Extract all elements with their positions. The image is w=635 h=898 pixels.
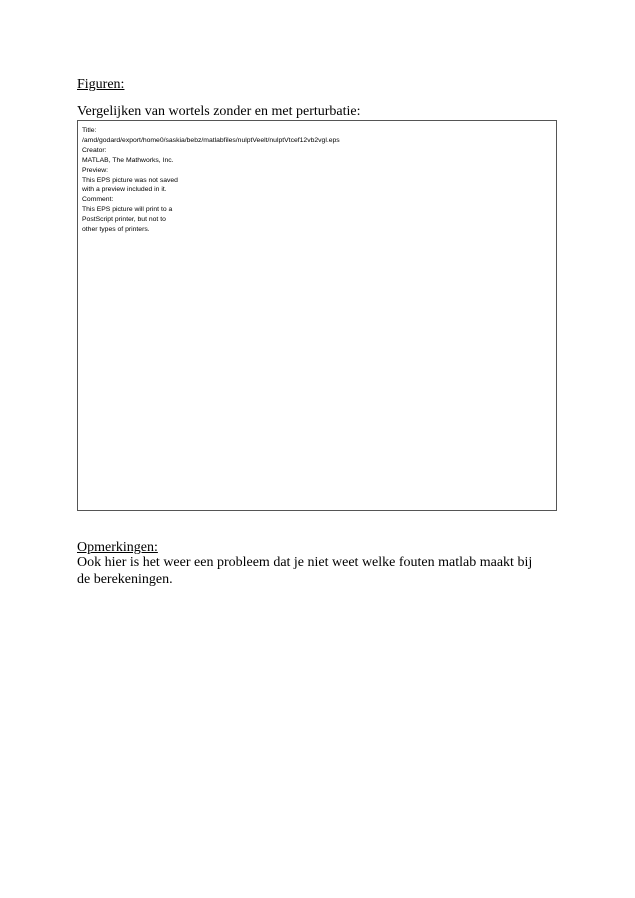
eps-preview-label: Preview: — [82, 166, 109, 174]
eps-title-label: Title: — [82, 127, 97, 134]
eps-comment-label: Comment: — [82, 196, 114, 204]
eps-comment-line-3: other types of printers. — [82, 226, 150, 234]
eps-creator-value: MATLAB, The Mathworks, Inc. — [82, 156, 174, 164]
figures-heading: Figuren: — [77, 77, 125, 92]
eps-file-path: /amd/godard/export/home0/saskia/bebz/matlabfiles/nulptVeelt/nulptVtcef12vb2vgl.eps — [82, 136, 340, 144]
remarks-paragraph: Ook hier is het weer een probleem dat je niet weet welke fouten matlab maakt bij de berekeningen. — [77, 555, 533, 587]
eps-comment-line-1: This EPS picture will print to a — [82, 206, 173, 214]
eps-preview-line-1: This EPS picture was not saved — [82, 176, 178, 184]
eps-preview-line-2: with a preview included in it. — [82, 186, 167, 194]
eps-comment-line-2: PostScript printer, but not to — [82, 216, 166, 224]
remarks-heading: Opmerkingen: — [77, 540, 158, 555]
eps-creator-label: Creator: — [82, 146, 107, 154]
figure-caption: Vergelijken van wortels zonder en met perturbatie: — [77, 104, 361, 119]
eps-figure-placeholder — [77, 120, 557, 511]
